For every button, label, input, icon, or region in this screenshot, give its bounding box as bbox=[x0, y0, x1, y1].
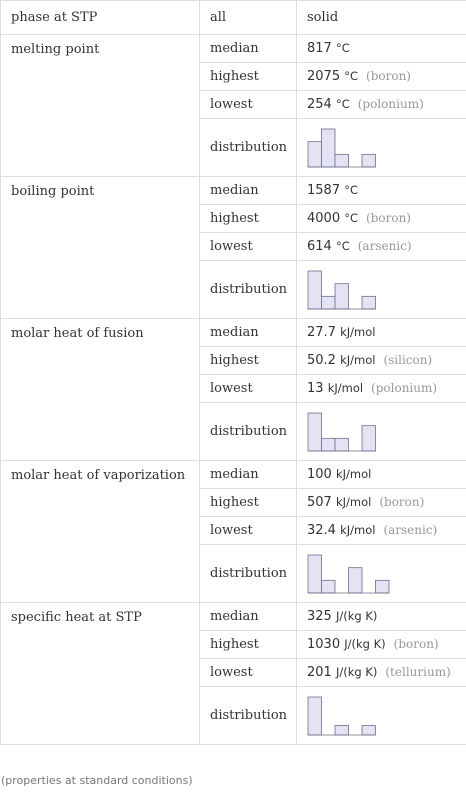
property-row bbox=[1, 35, 466, 63]
median-value-cell bbox=[297, 461, 466, 489]
histogram-bar bbox=[335, 725, 349, 735]
distribution-histogram bbox=[307, 128, 378, 168]
lowest-label: lowest bbox=[200, 233, 297, 261]
median-label: median bbox=[200, 319, 297, 347]
lowest-unit: J/(kg K) bbox=[335, 665, 378, 679]
histogram-bar bbox=[362, 725, 376, 735]
histogram-bar bbox=[335, 283, 349, 308]
property-name: boiling point bbox=[1, 177, 200, 319]
property-name: molar heat of fusion bbox=[1, 319, 200, 461]
highest-label: highest bbox=[200, 489, 297, 517]
property-name: molar heat of vaporization bbox=[1, 461, 200, 603]
lowest-value: 32.4 bbox=[307, 523, 336, 538]
highest-value-cell bbox=[297, 631, 466, 659]
footnote-caption: (properties at standard conditions) bbox=[1, 774, 193, 787]
distribution-label: distribution bbox=[200, 687, 297, 745]
highest-unit: kJ/mol bbox=[340, 353, 376, 367]
lowest-element-note: (polonium) bbox=[357, 97, 424, 111]
highest-unit: °C bbox=[344, 69, 359, 83]
histogram-bar bbox=[362, 425, 376, 450]
highest-value-cell bbox=[297, 347, 466, 375]
histogram-bar bbox=[308, 697, 322, 735]
highest-unit: °C bbox=[344, 211, 359, 225]
highest-element-note: (boron) bbox=[366, 69, 411, 83]
median-label: median bbox=[200, 177, 297, 205]
lowest-unit: °C bbox=[335, 239, 350, 253]
highest-label: highest bbox=[200, 205, 297, 233]
lowest-label: lowest bbox=[200, 517, 297, 545]
distribution-label: distribution bbox=[200, 403, 297, 461]
median-label: median bbox=[200, 35, 297, 63]
highest-element-note: (boron) bbox=[366, 211, 411, 225]
highest-label: highest bbox=[200, 631, 297, 659]
histogram-bar bbox=[322, 580, 336, 593]
histogram-bar bbox=[362, 296, 376, 309]
lowest-element-note: (tellurium) bbox=[385, 665, 451, 679]
median-value: 1587 bbox=[307, 183, 341, 198]
lowest-value-cell bbox=[297, 517, 466, 545]
histogram-bar bbox=[308, 413, 322, 451]
highest-label: highest bbox=[200, 347, 297, 375]
lowest-value: 201 bbox=[307, 665, 332, 680]
lowest-element-note: (arsenic) bbox=[357, 239, 412, 253]
highest-unit: kJ/mol bbox=[335, 495, 372, 509]
header-solid: solid bbox=[297, 1, 466, 35]
highest-element-note: (boron) bbox=[393, 637, 439, 651]
median-label: median bbox=[200, 603, 297, 631]
highest-value-cell bbox=[297, 489, 466, 517]
histogram-bar bbox=[322, 296, 336, 309]
highest-value: 507 bbox=[307, 495, 332, 510]
histogram-bar bbox=[322, 438, 336, 451]
median-unit: J/(kg K) bbox=[335, 609, 378, 623]
median-unit: °C bbox=[344, 183, 359, 197]
histogram-bar bbox=[335, 154, 349, 167]
lowest-value-cell bbox=[297, 659, 466, 687]
distribution-label: distribution bbox=[200, 261, 297, 319]
property-row bbox=[1, 319, 466, 347]
highest-value-cell bbox=[297, 63, 466, 91]
histogram-bar bbox=[322, 129, 336, 167]
property-row bbox=[1, 461, 466, 489]
property-name: specific heat at STP bbox=[1, 603, 200, 745]
median-value-cell bbox=[297, 319, 466, 347]
histogram-bar bbox=[349, 567, 363, 592]
lowest-value: 13 bbox=[307, 381, 324, 396]
property-name: melting point bbox=[1, 35, 200, 177]
highest-value: 1030 bbox=[307, 637, 341, 652]
distribution-label: distribution bbox=[200, 545, 297, 603]
lowest-label: lowest bbox=[200, 91, 297, 119]
highest-element-note: (boron) bbox=[379, 495, 425, 509]
histogram-bar bbox=[376, 580, 390, 593]
distribution-cell bbox=[297, 687, 466, 745]
distribution-cell bbox=[297, 119, 466, 177]
lowest-label: lowest bbox=[200, 375, 297, 403]
distribution-histogram bbox=[307, 270, 378, 310]
highest-unit: J/(kg K) bbox=[344, 637, 386, 651]
histogram-bar bbox=[362, 154, 376, 167]
distribution-cell bbox=[297, 261, 466, 319]
median-value-cell bbox=[297, 603, 466, 631]
histogram-bar bbox=[335, 438, 349, 451]
lowest-unit: °C bbox=[335, 97, 350, 111]
median-value: 817 bbox=[307, 41, 332, 56]
distribution-histogram bbox=[307, 696, 378, 736]
median-value: 100 bbox=[307, 467, 332, 482]
highest-value: 2075 bbox=[307, 69, 341, 84]
header-row bbox=[1, 1, 466, 35]
lowest-value: 254 bbox=[307, 97, 332, 112]
property-row bbox=[1, 603, 466, 631]
lowest-element-note: (polonium) bbox=[371, 381, 438, 395]
median-unit: kJ/mol bbox=[335, 467, 372, 481]
distribution-histogram bbox=[307, 554, 391, 594]
highest-element-note: (silicon) bbox=[383, 353, 433, 367]
distribution-label: distribution bbox=[200, 119, 297, 177]
lowest-value-cell bbox=[297, 91, 466, 119]
median-value: 27.7 bbox=[307, 325, 336, 340]
median-value-cell bbox=[297, 35, 466, 63]
lowest-unit: kJ/mol bbox=[340, 523, 376, 537]
distribution-cell bbox=[297, 545, 466, 603]
median-unit: kJ/mol bbox=[340, 325, 376, 339]
highest-value-cell bbox=[297, 205, 466, 233]
lowest-value-cell bbox=[297, 375, 466, 403]
lowest-label: lowest bbox=[200, 659, 297, 687]
distribution-histogram bbox=[307, 412, 378, 452]
histogram-bar bbox=[308, 555, 322, 593]
header-phase: phase at STP bbox=[1, 1, 200, 35]
median-label: median bbox=[200, 461, 297, 489]
property-row bbox=[1, 177, 466, 205]
histogram-bar bbox=[308, 271, 322, 309]
median-value: 325 bbox=[307, 609, 332, 624]
lowest-value-cell bbox=[297, 233, 466, 261]
highest-value: 4000 bbox=[307, 211, 341, 226]
header-all: all bbox=[200, 1, 297, 35]
lowest-value: 614 bbox=[307, 239, 332, 254]
highest-value: 50.2 bbox=[307, 353, 336, 368]
distribution-cell bbox=[297, 403, 466, 461]
median-value-cell bbox=[297, 177, 466, 205]
lowest-element-note: (arsenic) bbox=[383, 523, 438, 537]
histogram-bar bbox=[308, 141, 322, 166]
median-unit: °C bbox=[335, 41, 350, 55]
highest-label: highest bbox=[200, 63, 297, 91]
lowest-unit: kJ/mol bbox=[327, 381, 364, 395]
